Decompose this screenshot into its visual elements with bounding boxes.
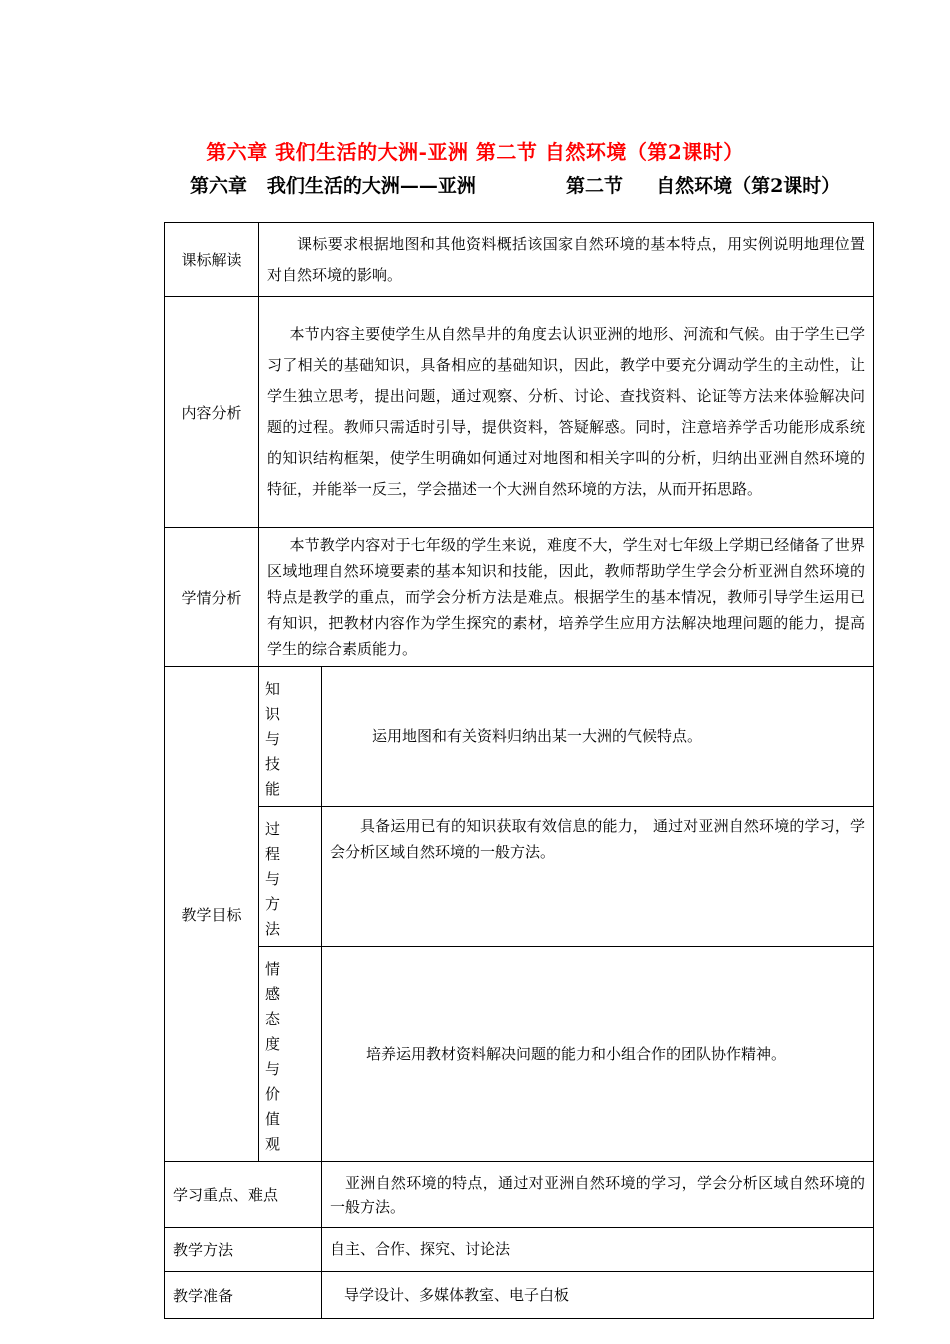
text-kebiao: 课标要求根据地图和其他资料概括该国家自然环境的基本特点，用实例说明地理位置对自然环境的影响。 xyxy=(259,223,874,297)
document-title: 第六章 我们生活的大洲-亚洲 第二节 自然环境（第2课时） xyxy=(206,140,744,164)
row-fangfa xyxy=(165,1228,874,1272)
row-mubiao-2 xyxy=(165,807,874,947)
sublabel-knowledge-text: 知识与技能 xyxy=(265,680,295,798)
label-fangfa: 教学方法 xyxy=(165,1228,322,1272)
label-mubiao: 教学目标 xyxy=(165,667,259,1162)
text-emotion: 培养运用教材资料解决问题的能力和小组合作的团队协作精神。 xyxy=(322,947,874,1162)
sublabel-emotion-text: 情感态度与价值观 xyxy=(265,960,295,1153)
row-xueqing xyxy=(165,528,874,667)
label-zhunbei: 教学准备 xyxy=(165,1272,322,1319)
section-heading: 第二节 自然环境（第2课时） xyxy=(566,175,841,197)
text-zhongdian: 亚洲自然环境的特点，通过对亚洲自然环境的学习，学会分析区域自然环境的一般方法。 xyxy=(322,1162,874,1228)
row-zhongdian xyxy=(165,1162,874,1228)
text-fangfa: 自主、合作、探究、讨论法 xyxy=(322,1228,874,1272)
label-zhongdian: 学习重点、难点 xyxy=(165,1162,322,1228)
text-knowledge: 运用地图和有关资料归纳出某一大洲的气候特点。 xyxy=(322,667,874,807)
text-xueqing: 本节教学内容对于七年级的学生来说，难度不大，学生对七年级上学期已经储备了世界区域地理自然环境要素的基本知识和技能，因此，教师帮助学生学会分析亚洲自然环境的特点是教学的重点，而学会分析方法是难点。根据学生的基本情况，教师引导学生运用已有知识，把教材内容作为学生探究的素材，培养学生应用方法解决地理问题的能力，提高学生的综合素质能力。 xyxy=(259,528,874,667)
lesson-plan-table xyxy=(164,222,874,1319)
row-kebiao xyxy=(165,223,874,297)
row-zhunbei xyxy=(165,1272,874,1319)
sublabel-emotion xyxy=(259,947,322,1162)
label-kebiao: 课标解读 xyxy=(165,223,259,297)
label-neirong: 内容分析 xyxy=(165,297,259,528)
text-process: 具备运用已有的知识获取有效信息的能力， 通过对亚洲自然环境的学习，学会分析区域自然环境的一般方法。 xyxy=(322,807,874,947)
row-mubiao-1 xyxy=(165,667,874,807)
sublabel-process xyxy=(259,807,322,947)
text-zhunbei: 导学设计、多媒体教室、电子白板 xyxy=(322,1272,874,1319)
label-xueqing: 学情分析 xyxy=(165,528,259,667)
text-neirong: 本节内容主要使学生从自然旱井的角度去认识亚洲的地形、河流和气候。由于学生已学习了相关的基础知识，具备相应的基础知识，因此，教学中要充分调动学生的主动性，让学生独立思考，提出问题，通过观察、分析、讨论、查找资料、论证等方法来体验解决问题的过程。教师只需适时引导，提供资料，答疑解惑。同时，注意培养学舌功能形成系统的知识结构框架，使学生明确如何通过对地图和相关字叫的分析，归纳出亚洲自然环境的特征，并能举一反三，学会描述一个大洲自然环境的方法，从而开拓思路。 xyxy=(259,297,874,528)
chapter-heading: 第六章 我们生活的大洲——亚洲 xyxy=(190,175,476,197)
row-mubiao-3 xyxy=(165,947,874,1162)
row-neirong xyxy=(165,297,874,528)
sublabel-process-text: 过程与方法 xyxy=(265,820,295,938)
sublabel-knowledge xyxy=(259,667,322,807)
